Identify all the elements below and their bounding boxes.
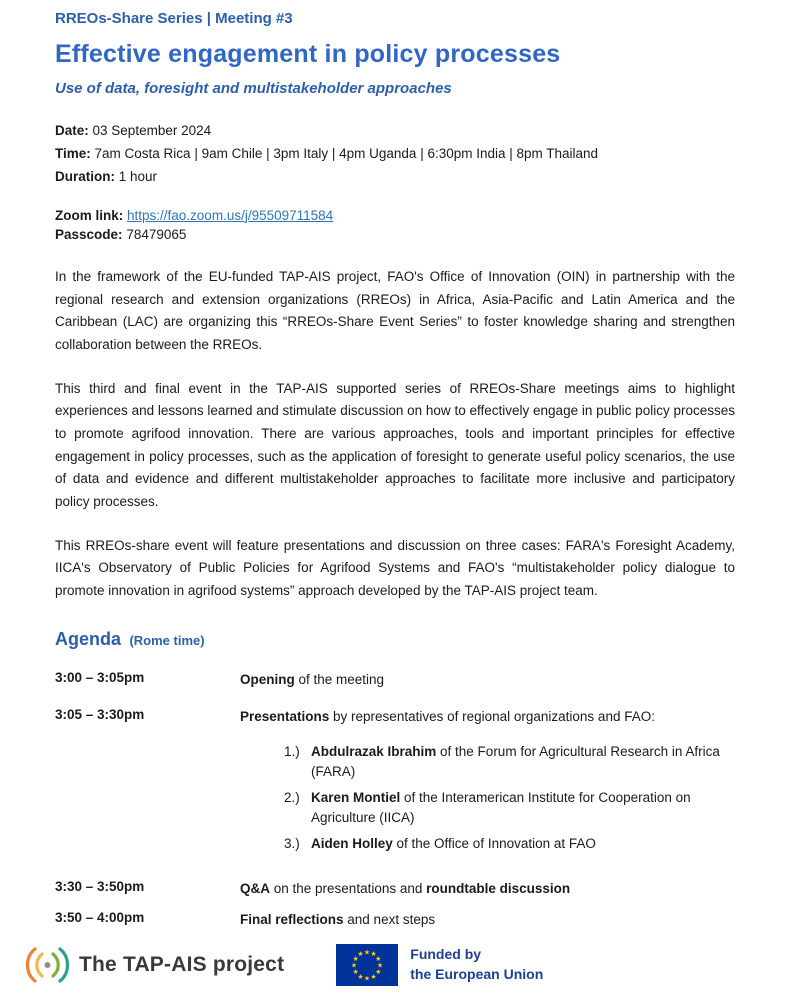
presenter-affiliation: of the Interamerican Institute for Cooperation on Agriculture (IICA) [311,790,691,825]
agenda-timezone-note: (Rome time) [129,632,205,648]
agenda-desc-bold: Opening [240,671,295,687]
duration-line [55,170,735,184]
passcode-label: Passcode: [55,226,123,242]
svg-text:★: ★ [364,974,371,983]
zoom-label: Zoom link: [55,207,124,223]
svg-text:★: ★ [352,968,360,976]
svg-text:★: ★ [357,950,364,959]
agenda-row-presentations [55,707,735,862]
agenda-row-opening [55,670,735,690]
svg-text:★: ★ [375,955,382,963]
list-item-text [311,834,735,854]
tap-ais-label: The TAP-AIS project [79,953,285,976]
agenda-desc [240,670,735,690]
list-item-number: 2.) [284,790,300,806]
time-label: Time: [55,146,91,162]
agenda-desc [240,910,735,930]
agenda-row-qa [55,879,735,899]
passcode-line [55,228,735,242]
svg-text:★: ★ [364,948,371,957]
list-item [284,742,735,781]
list-item-text [311,788,735,827]
svg-text:★: ★ [352,955,360,963]
duration-label: Duration: [55,169,115,185]
page-title: Effective engagement in policy processes [55,40,561,68]
agenda-time: 3:50 – 4:00pm [55,909,145,925]
presenter-affiliation: of the Office of Innovation at FAO [392,836,596,852]
time-line [55,147,735,161]
list-item [284,788,735,827]
agenda-time: 3:30 – 3:50pm [55,878,145,894]
zoom-block [55,209,735,242]
agenda-heading [55,629,735,650]
presenter-affiliation: of the Forum for Agricultural Research in Africa (FARA) [311,744,720,779]
date-line [55,124,735,138]
agenda-desc-bold: Presentations [240,708,330,724]
agenda-desc-line [240,707,735,727]
duration-value: 1 hour [118,169,158,185]
svg-text:★: ★ [377,961,384,970]
agenda-desc-text: on the presentations and [270,880,427,896]
agenda-desc [240,707,735,862]
svg-text:★: ★ [370,972,377,981]
presenter-name: Aiden Holley [311,836,393,852]
agenda-desc-bold: Final reflections [240,911,344,927]
list-item [284,834,735,854]
page-subtitle: Use of data, foresight and multistakeholder approaches [55,80,452,97]
agenda-desc-bold: Q&A [240,880,270,896]
presenter-name: Abdulrazak Ibrahim [311,744,437,760]
list-item-number: 3.) [284,836,300,852]
paragraph-3: This RREOs-share event will feature presentations and discussion on three cases: FARA's Foresight Academy, IICA's Observatory of Public Policies for Agrifood Systems and FAO's “multistakeholder policy dialogue to promote innovation in agrifood systems” approach developed by the TAP-AIS project team. [55,537,735,598]
list-item-text [311,742,735,781]
svg-text:★: ★ [370,950,377,959]
eu-flag-icon [336,944,398,986]
eu-funding-block [336,944,543,986]
svg-text:★: ★ [375,968,382,976]
time-value: 7am Costa Rica | 9am Chile | 3pm Italy | 4pm Uganda | 6:30pm India | 8pm Thailand [94,146,599,162]
date-value: 03 September 2024 [92,123,212,138]
agenda-desc [240,879,735,899]
funded-by-line1: Funded by [410,946,482,963]
agenda-desc-bold-2: roundtable discussion [426,880,571,896]
funded-by-text [410,945,543,984]
agenda-time: 3:00 – 3:05pm [55,669,145,685]
presenter-name: Karen Montiel [311,790,401,806]
paragraph-2: This third and final event in the TAP-AIS supported series of RREOs-Share meetings aims to highlight experiences and lessons learned and stimulate discussion on how to effectively engage in public policy processes to promote agrifood innovation. There are various approaches, tools and important principles for effective engagement in policy processes, such as the application of foresight to generate useful policy scenarios, the use of data and evidence and different multistakeholder approaches to facilitate more inclusive and participatory policy processes. [55,380,735,509]
date-label: Date: [55,123,89,138]
tap-ais-logo-icon [20,944,70,986]
agenda-time: 3:05 – 3:30pm [55,706,145,722]
list-item-number: 1.) [284,744,300,760]
footer [20,944,769,986]
funded-by-line2: the European Union [410,966,544,982]
passcode-value: 78479065 [126,226,187,242]
zoom-link[interactable]: https://fao.zoom.us/j/95509711584 [127,207,334,223]
svg-text:★: ★ [357,972,364,981]
agenda-title: Agenda [55,628,122,649]
body-copy [55,266,735,603]
series-heading: RREOs-Share Series | Meeting #3 [55,10,293,27]
agenda-table [55,670,735,931]
paragraph-1: In the framework of the EU-funded TAP-AIS project, FAO's Office of Innovation (OIN) in partnership with the regional research and extension organizations (RREOs) in Africa, Asia-Pacific and Latin America and the Caribbean (LAC) are organizing this “RREOs-Share Event Series” to foster knowledge sharing and strengthen collaboration between the RREOs. [55,268,735,352]
presenters-list [284,742,735,855]
zoom-line [55,209,735,223]
agenda-row-final [55,910,735,930]
agenda-desc-text: by representatives of regional organizations and FAO: [329,708,655,724]
agenda-desc-text: and next steps [343,911,436,927]
event-details [55,124,735,242]
agenda-desc-text: of the meeting [294,671,385,687]
svg-text:★: ★ [351,961,358,970]
tap-ais-logo [20,944,284,986]
